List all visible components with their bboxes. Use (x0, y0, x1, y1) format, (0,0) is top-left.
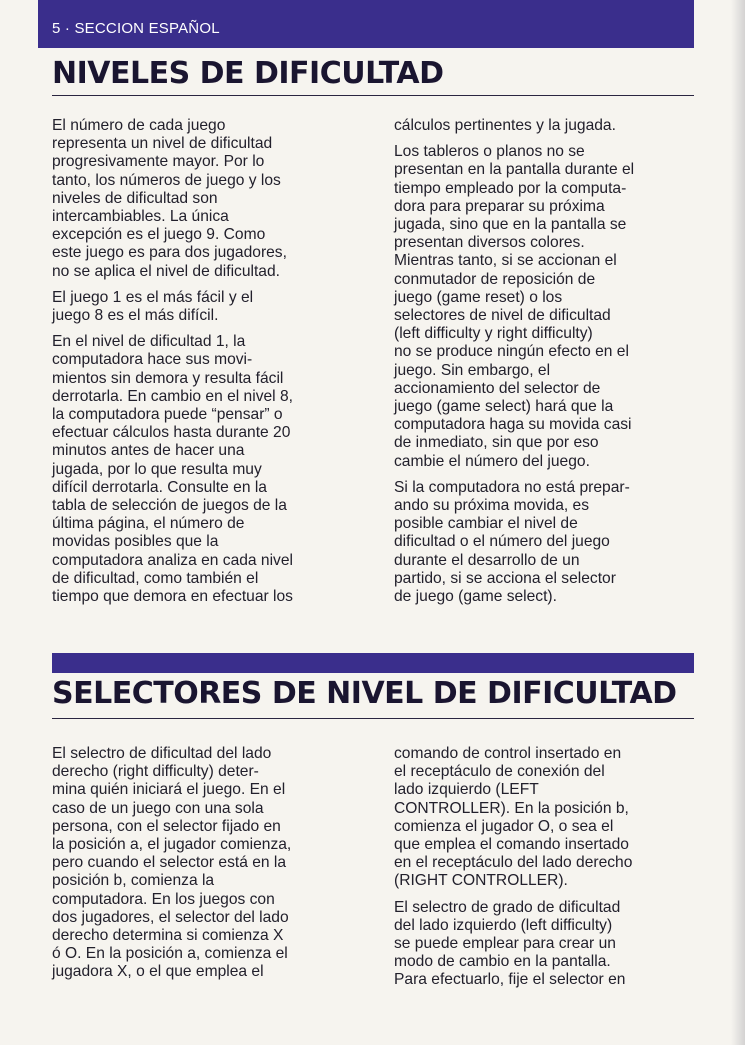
section-title-difficulty-levels: NIVELES DE DIFICULTAD (52, 56, 444, 91)
paragraph: cálculos pertinentes y la jugada. (394, 117, 616, 134)
page-edge-shadow (731, 0, 745, 1045)
section-label: 5 · SECCION ESPAÑOL (52, 20, 220, 37)
title-divider (52, 95, 694, 96)
paragraph: En el nivel de dificultad 1, la computadora hace sus movi- mientos sin demora y resulta fácil derrotarla. En cambio en el nivel 8, la computadora puede “pensar” o efectuar cálculos hasta durante 20 minutos antes de hacer una jugada, por lo que resulta muy difícil derrotarla. Consulte en la tabla de selección de juegos de la última página, el número de movidas posibles que la computadora analiza en cada nivel de dificultad, como también el tiempo que demora en efectuar los (52, 333, 293, 606)
paragraph: El juego 1 es el más fácil y el juego 8 es el más difícil. (52, 288, 254, 325)
paragraph: El selectro de dificultad del lado derecho (right difficulty) deter- mina quién iniciará el juego. En el caso de un juego con una sola persona, con el selector fijado en la posición a, el jugador comienza, pero cuando el selector está en la posición b, comienza la computadora. En los juegos con dos jugadores, el selector del lado derecho determina si comienza X ó O. En la posición a, comienza el jugadora X, o el que emplea el (52, 745, 292, 981)
title-divider (52, 718, 694, 719)
section-title-difficulty-selectors: SELECTORES DE NIVEL DE DIFICULTAD (52, 676, 677, 711)
section2-right-column (394, 745, 694, 998)
paragraph: Si la computadora no está prepar- ando su próxima movida, es posible cambiar el nivel de dificultad o el número del juego durante el desarrollo de un partido, si se acciona el selector de juego (game select). (394, 478, 630, 606)
paragraph: El selectro de grado de dificultad del lado izquierdo (left difficulty) se puede emplear para crear un modo de cambio en la pantalla. Para efectuarlo, fije el selector en (394, 898, 626, 989)
section-divider-bar (52, 653, 694, 673)
paragraph: El número de cada juego representa un nivel de dificultad progresivamente mayor. Por lo tanto, los números de juego y los niveles de dificultad son intercambiables. La única excepción es el juego 9. Como este juego es para dos jugadores, no se aplica el nivel de dificultad. (52, 117, 287, 280)
section1-left-column (52, 117, 362, 614)
section2-left-column (52, 745, 362, 990)
section1-right-column (394, 117, 694, 614)
paragraph: comando de control insertado en el receptáculo de conexión del lado izquierdo (LEFT CONTROLLER). En la posición b, comienza el jugador O, o sea el que emplea el comando insertado en el receptáculo del lado derecho (RIGHT CONTROLLER). (394, 745, 633, 890)
paragraph: Los tableros o planos no se presentan en la pantalla durante el tiempo empleado por la computa- dora para preparar su próxima jugada, sino que en la pantalla se presentan diversos colores. Mientras tanto, si se accionan el conmutador de reposición de juego (game reset) o los selectores de nivel de dificultad (left difficulty y right difficulty) no se produce ningún efecto en el juego. Sin embargo, el accionamiento del selector de juego (game select) hará que la computadora haga su movida casi de inmediato, sin que por eso cambie el número del juego. (394, 143, 635, 470)
